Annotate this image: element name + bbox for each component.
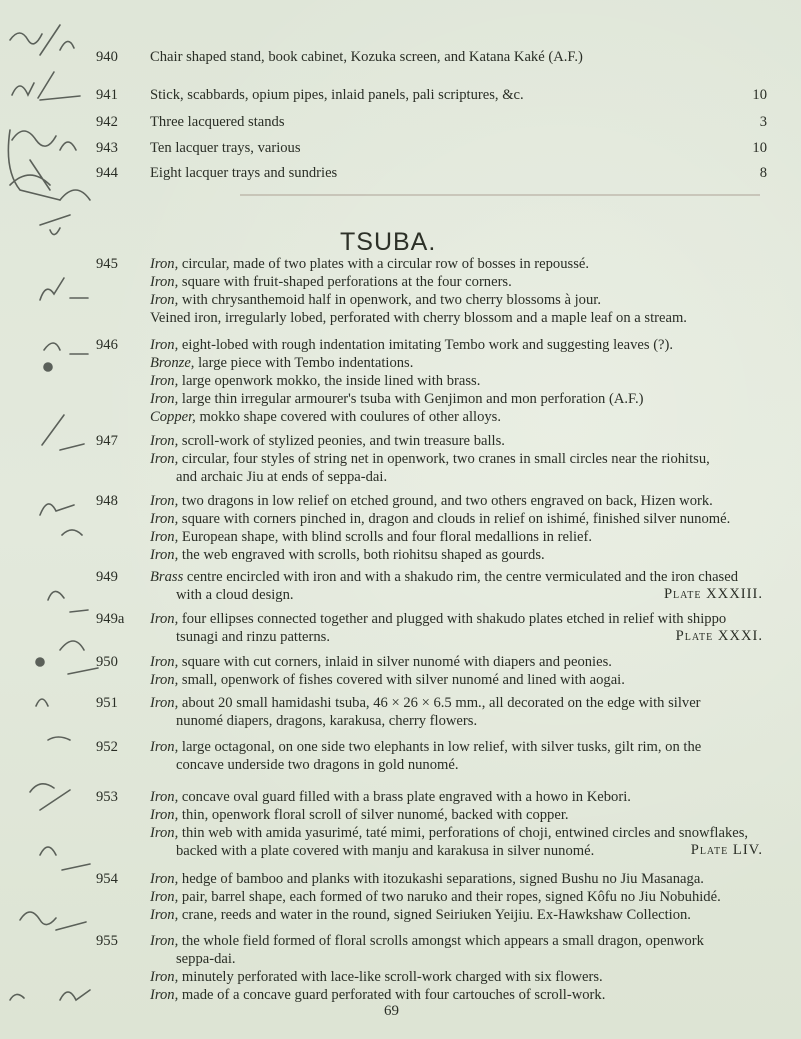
material-label: Copper, <box>150 409 196 425</box>
lot-line <box>176 712 477 730</box>
lot-line-text: tsunagi and rinzu patterns. <box>176 629 331 645</box>
lot-line-text: seppa-dai. <box>176 951 236 967</box>
lot-line <box>176 950 236 968</box>
lot-line-text: scroll-work of stylized peonies, and twin treasure balls. <box>178 433 505 449</box>
lot-number: 949 <box>96 569 118 585</box>
lot-line-text: large piece with Tembo indentations. <box>194 355 414 371</box>
lot-number: 952 <box>96 739 118 755</box>
lot-line-text: circular, four styles of string net in openwork, two cranes in small circles near the riohitsu, <box>178 451 710 467</box>
lot-line-text: hedge of bamboo and planks with itozukashi separations, signed Bushu no Jiu Masanaga. <box>178 871 704 887</box>
material-label: Bronze, <box>150 355 195 371</box>
material-label: Iron, <box>150 672 179 688</box>
lot-number: 949a <box>96 611 125 627</box>
material-label: Iron, <box>150 611 179 627</box>
lot-line <box>150 372 480 390</box>
lot-line-text: square with corners pinched in, dragon and clouds in relief on ishimé, finished silver nunomé. <box>178 511 731 527</box>
lot-line-text: Veined iron, irregularly lobed, perforated with cherry blossom and a maple leaf on a stream. <box>150 310 687 326</box>
material-label: Iron, <box>150 451 179 467</box>
plate-reference: Plate XXXI. <box>675 628 763 644</box>
pencil-annotations <box>0 0 150 1039</box>
lot-line <box>150 546 545 564</box>
lot-number: 943 <box>96 140 118 156</box>
lot-line <box>150 906 691 924</box>
material-label: Iron, <box>150 969 179 985</box>
material-label: Iron, <box>150 274 179 290</box>
lot-quantity: 10 <box>752 87 767 103</box>
material-label: Iron, <box>150 907 179 923</box>
lot-line <box>150 291 601 309</box>
lot-line-text: concave underside two dragons in gold nunomé. <box>176 757 459 773</box>
page-number: 69 <box>384 1003 399 1019</box>
lot-description: Ten lacquer trays, various <box>150 140 301 156</box>
lot-line <box>150 653 612 671</box>
lot-line-text: concave oval guard filled with a brass plate engraved with a howo in Kebori. <box>178 789 631 805</box>
material-label: Iron, <box>150 871 179 887</box>
lot-line <box>150 824 748 842</box>
lot-line-text: European shape, with blind scrolls and four floral medallions in relief. <box>178 529 593 545</box>
plate-reference: Plate XXXIII. <box>663 586 763 602</box>
lot-description: Chair shaped stand, book cabinet, Kozuka screen, and Katana Kaké (A.F.) <box>150 49 583 65</box>
material-label: Iron, <box>150 695 179 711</box>
lot-line-text: two dragons in low relief on etched ground, and two others engraved on back, Hizen work. <box>178 493 713 509</box>
lot-line-text: the whole field formed of floral scrolls amongst which appears a small dragon, openwork <box>178 933 704 949</box>
lot-number: 947 <box>96 433 118 449</box>
material-label: Iron, <box>150 933 179 949</box>
lot-line <box>150 738 701 756</box>
lot-number: 955 <box>96 933 118 949</box>
lot-number: 941 <box>96 87 118 103</box>
lot-line-text: minutely perforated with lace-like scroll-work charged with six flowers. <box>178 969 603 985</box>
lot-quantity: 10 <box>752 140 767 156</box>
lot-line-text: centre encircled with iron and with a shakudo rim, the centre vermiculated and the iron chased <box>183 569 739 585</box>
lot-line <box>176 842 594 860</box>
material-label: Iron, <box>150 292 179 308</box>
lot-number: 950 <box>96 654 118 670</box>
lot-line <box>150 390 643 408</box>
lot-line-text: large octagonal, on one side two elephants in low relief, with silver tusks, gilt rim, on the <box>178 739 702 755</box>
lot-line <box>150 408 501 426</box>
lot-number: 946 <box>96 337 118 353</box>
lot-line <box>150 870 704 888</box>
lot-line <box>150 432 505 450</box>
lot-number: 954 <box>96 871 118 887</box>
lot-number: 942 <box>96 114 118 130</box>
lot-line <box>150 932 704 950</box>
lot-line-text: with chrysanthemoid half in openwork, and two cherry blossoms à jour. <box>178 292 601 308</box>
lot-line <box>176 756 458 774</box>
material-label: Iron, <box>150 889 179 905</box>
lot-line-text: large openwork mokko, the inside lined with brass. <box>178 373 481 389</box>
material-label: Iron, <box>150 807 179 823</box>
lot-line <box>176 586 294 604</box>
lot-number: 951 <box>96 695 118 711</box>
material-label: Iron, <box>150 654 179 670</box>
material-label: Iron, <box>150 337 179 353</box>
lot-description: Three lacquered stands <box>150 114 285 130</box>
lot-line <box>150 671 625 689</box>
lot-line-text: four ellipses connected together and plugged with shakudo plates etched in relief with shippo <box>178 611 727 627</box>
lot-line-text: small, openwork of fishes covered with silver nunomé and lined with aogai. <box>178 672 625 688</box>
lot-line <box>150 309 687 327</box>
section-heading: TSUBA. <box>340 228 437 256</box>
lot-line-text: square with fruit-shaped perforations at the four corners. <box>178 274 512 290</box>
lot-line <box>150 806 569 824</box>
lot-line-text: crane, reeds and water in the round, signed Seiriuken Yeijiu. Ex-Hawkshaw Collection. <box>178 907 691 923</box>
lot-line <box>150 568 738 586</box>
material-label: Iron, <box>150 391 179 407</box>
material-label: Iron, <box>150 511 179 527</box>
material-label: Iron, <box>150 825 179 841</box>
lot-line <box>150 354 413 372</box>
material-label: Iron, <box>150 789 179 805</box>
material-label: Iron, <box>150 433 179 449</box>
lot-line-text: the web engraved with scrolls, both riohitsu shaped as gourds. <box>178 547 545 563</box>
lot-line-text: backed with a plate covered with manju and karakusa in silver nunomé. <box>176 843 595 859</box>
lot-number: 945 <box>96 256 118 272</box>
lot-line <box>150 788 631 806</box>
lot-line <box>150 450 710 468</box>
lot-line-text: circular, made of two plates with a circular row of bosses in repoussé. <box>178 256 589 272</box>
lot-line-text: thin web with amida yasurimé, taté mimi, perforations of choji, entwined circles and snowflakes, <box>178 825 749 841</box>
lot-line <box>150 510 730 528</box>
material-label: Iron, <box>150 373 179 389</box>
lot-line <box>150 528 592 546</box>
material-label: Iron, <box>150 987 179 1003</box>
lot-line <box>150 336 673 354</box>
lot-line-text: mokko shape covered with coulures of other alloys. <box>195 409 501 425</box>
material-label: Iron, <box>150 256 179 272</box>
lot-line <box>150 986 605 1004</box>
lot-line <box>150 492 713 510</box>
lot-line-text: and archaic Jiu at ends of seppa-dai. <box>176 469 388 485</box>
plate-reference: Plate LIV. <box>690 842 763 858</box>
lot-line <box>150 888 721 906</box>
lot-number: 940 <box>96 49 118 65</box>
lot-number: 953 <box>96 789 118 805</box>
lot-quantity: 8 <box>759 165 767 181</box>
material-label: Iron, <box>150 529 179 545</box>
material-label: Iron, <box>150 739 179 755</box>
lot-quantity: 3 <box>759 114 767 130</box>
lot-line <box>150 255 589 273</box>
lot-line <box>176 468 387 486</box>
lot-number: 948 <box>96 493 118 509</box>
lot-line-text: large thin irregular armourer's tsuba with Genjimon and mon perforation (A.F.) <box>178 391 644 407</box>
divider <box>240 194 760 196</box>
lot-description: Eight lacquer trays and sundries <box>150 165 338 181</box>
lot-line-text: made of a concave guard perforated with four cartouches of scroll-work. <box>178 987 606 1003</box>
material-label: Iron, <box>150 493 179 509</box>
lot-line-text: square with cut corners, inlaid in silver nunomé with diapers and peonies. <box>178 654 612 670</box>
material-label: Brass <box>150 569 184 585</box>
lot-number: 944 <box>96 165 118 181</box>
lot-line <box>150 968 603 986</box>
lot-line-text: eight-lobed with rough indentation imitating Tembo work and suggesting leaves (?). <box>178 337 674 353</box>
lot-line-text: with a cloud design. <box>176 587 294 603</box>
lot-line <box>150 273 512 291</box>
lot-line <box>150 694 701 712</box>
lot-line <box>176 628 330 646</box>
lot-description: Stick, scabbards, opium pipes, inlaid panels, pali scriptures, &c. <box>150 87 524 103</box>
lot-line-text: nunomé diapers, dragons, karakusa, cherry flowers. <box>176 713 478 729</box>
lot-line-text: about 20 small hamidashi tsuba, 46 × 26 × 6.5 mm., all decorated on the edge with silver <box>178 695 701 711</box>
material-label: Iron, <box>150 547 179 563</box>
lot-line-text: pair, barrel shape, each formed of two naruko and their ropes, signed Kôfu no Jiu Nobuhidé. <box>178 889 721 905</box>
lot-line-text: thin, openwork floral scroll of silver nunomé, backed with copper. <box>178 807 569 823</box>
lot-line <box>150 610 726 628</box>
